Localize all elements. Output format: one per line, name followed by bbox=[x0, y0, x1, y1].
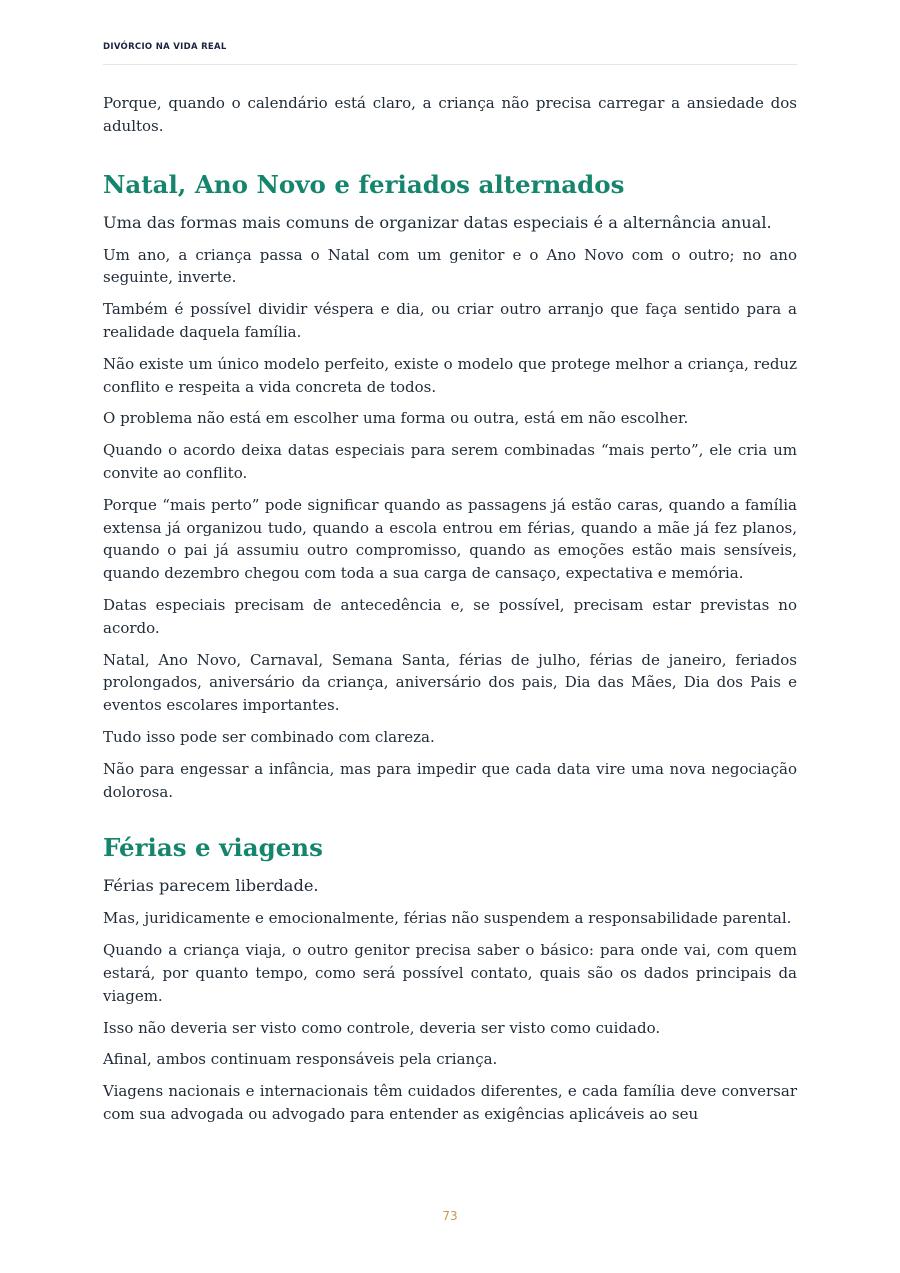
document-page bbox=[103, 0, 797, 1273]
paragraph: Não existe um único modelo perfeito, existe o modelo que protege melhor a criança, reduz conflito e respeita a vida concreta de todos. bbox=[103, 354, 797, 396]
section-lead-holidays: Uma das formas mais comuns de organizar datas especiais é a alternância anual. bbox=[103, 212, 772, 232]
paragraph: Afinal, ambos continuam responsáveis pela criança. bbox=[103, 1050, 498, 1069]
page-content bbox=[103, 92, 797, 1135]
section-lead-vacations: Férias parecem liberdade. bbox=[103, 876, 319, 896]
paragraph: Porque “mais perto” pode significar quando as passagens já estão caras, quando a família extensa já organizou tudo, quando a escola entrou em férias, quando a mãe já fez planos, quando o pai já assumiu outro compromisso, quando as emoções estão mais sensíveis, quando dezembro chegou com toda a sua carga de cansaço, expectativa e memória. bbox=[103, 495, 797, 583]
paragraph: Datas especiais precisam de antecedência e, se possível, precisam estar previstas no acordo. bbox=[103, 595, 797, 637]
paragraph: Também é possível dividir véspera e dia, ou criar outro arranjo que faça sentido para a realidade daquela família. bbox=[103, 300, 797, 341]
paragraph: Viagens nacionais e internacionais têm cuidados diferentes, e cada família deve conversar com sua advogada ou advogado para entender as exigências aplicáveis ao seu bbox=[103, 1082, 797, 1123]
paragraph: Natal, Ano Novo, Carnaval, Semana Santa, férias de julho, férias de janeiro, feriados prolongados, aniversário da criança, aniversário dos pais, Dia das Mães, Dia dos Pais e eventos escolares importantes. bbox=[103, 650, 797, 715]
section-heading-vacations: Férias e viagens bbox=[103, 833, 323, 863]
page-number: 73 bbox=[442, 1209, 458, 1223]
running-header: DIVÓRCIO NA VIDA REAL bbox=[103, 42, 227, 52]
paragraph: Tudo isso pode ser combinado com clareza. bbox=[103, 727, 435, 746]
paragraph: Mas, juridicamente e emocionalmente, férias não suspendem a responsabilidade parental. bbox=[103, 909, 792, 928]
paragraph: O problema não está em escolher uma forma ou outra, está em não escolher. bbox=[103, 409, 689, 428]
paragraph: Um ano, a criança passa o Natal com um genitor e o Ano Novo com o outro; no ano seguinte, inverte. bbox=[103, 245, 797, 287]
paragraph: Quando o acordo deixa datas especiais para serem combinadas “mais perto”, ele cria um convite ao conflito. bbox=[103, 441, 797, 482]
section-heading-holidays: Natal, Ano Novo e feriados alternados bbox=[103, 169, 625, 199]
paragraph: Não para engessar a infância, mas para impedir que cada data vire uma nova negociação dolorosa. bbox=[103, 759, 797, 801]
intro-paragraph: Porque, quando o calendário está claro, a criança não precisa carregar a ansiedade dos adultos. bbox=[103, 94, 797, 135]
paragraph: Isso não deveria ser visto como controle, deveria ser visto como cuidado. bbox=[103, 1018, 661, 1037]
paragraph: Quando a criança viaja, o outro genitor precisa saber o básico: para onde vai, com quem estará, por quanto tempo, como será possível contato, quais são os dados principais da viagem. bbox=[103, 941, 797, 1005]
header-divider bbox=[103, 64, 797, 65]
